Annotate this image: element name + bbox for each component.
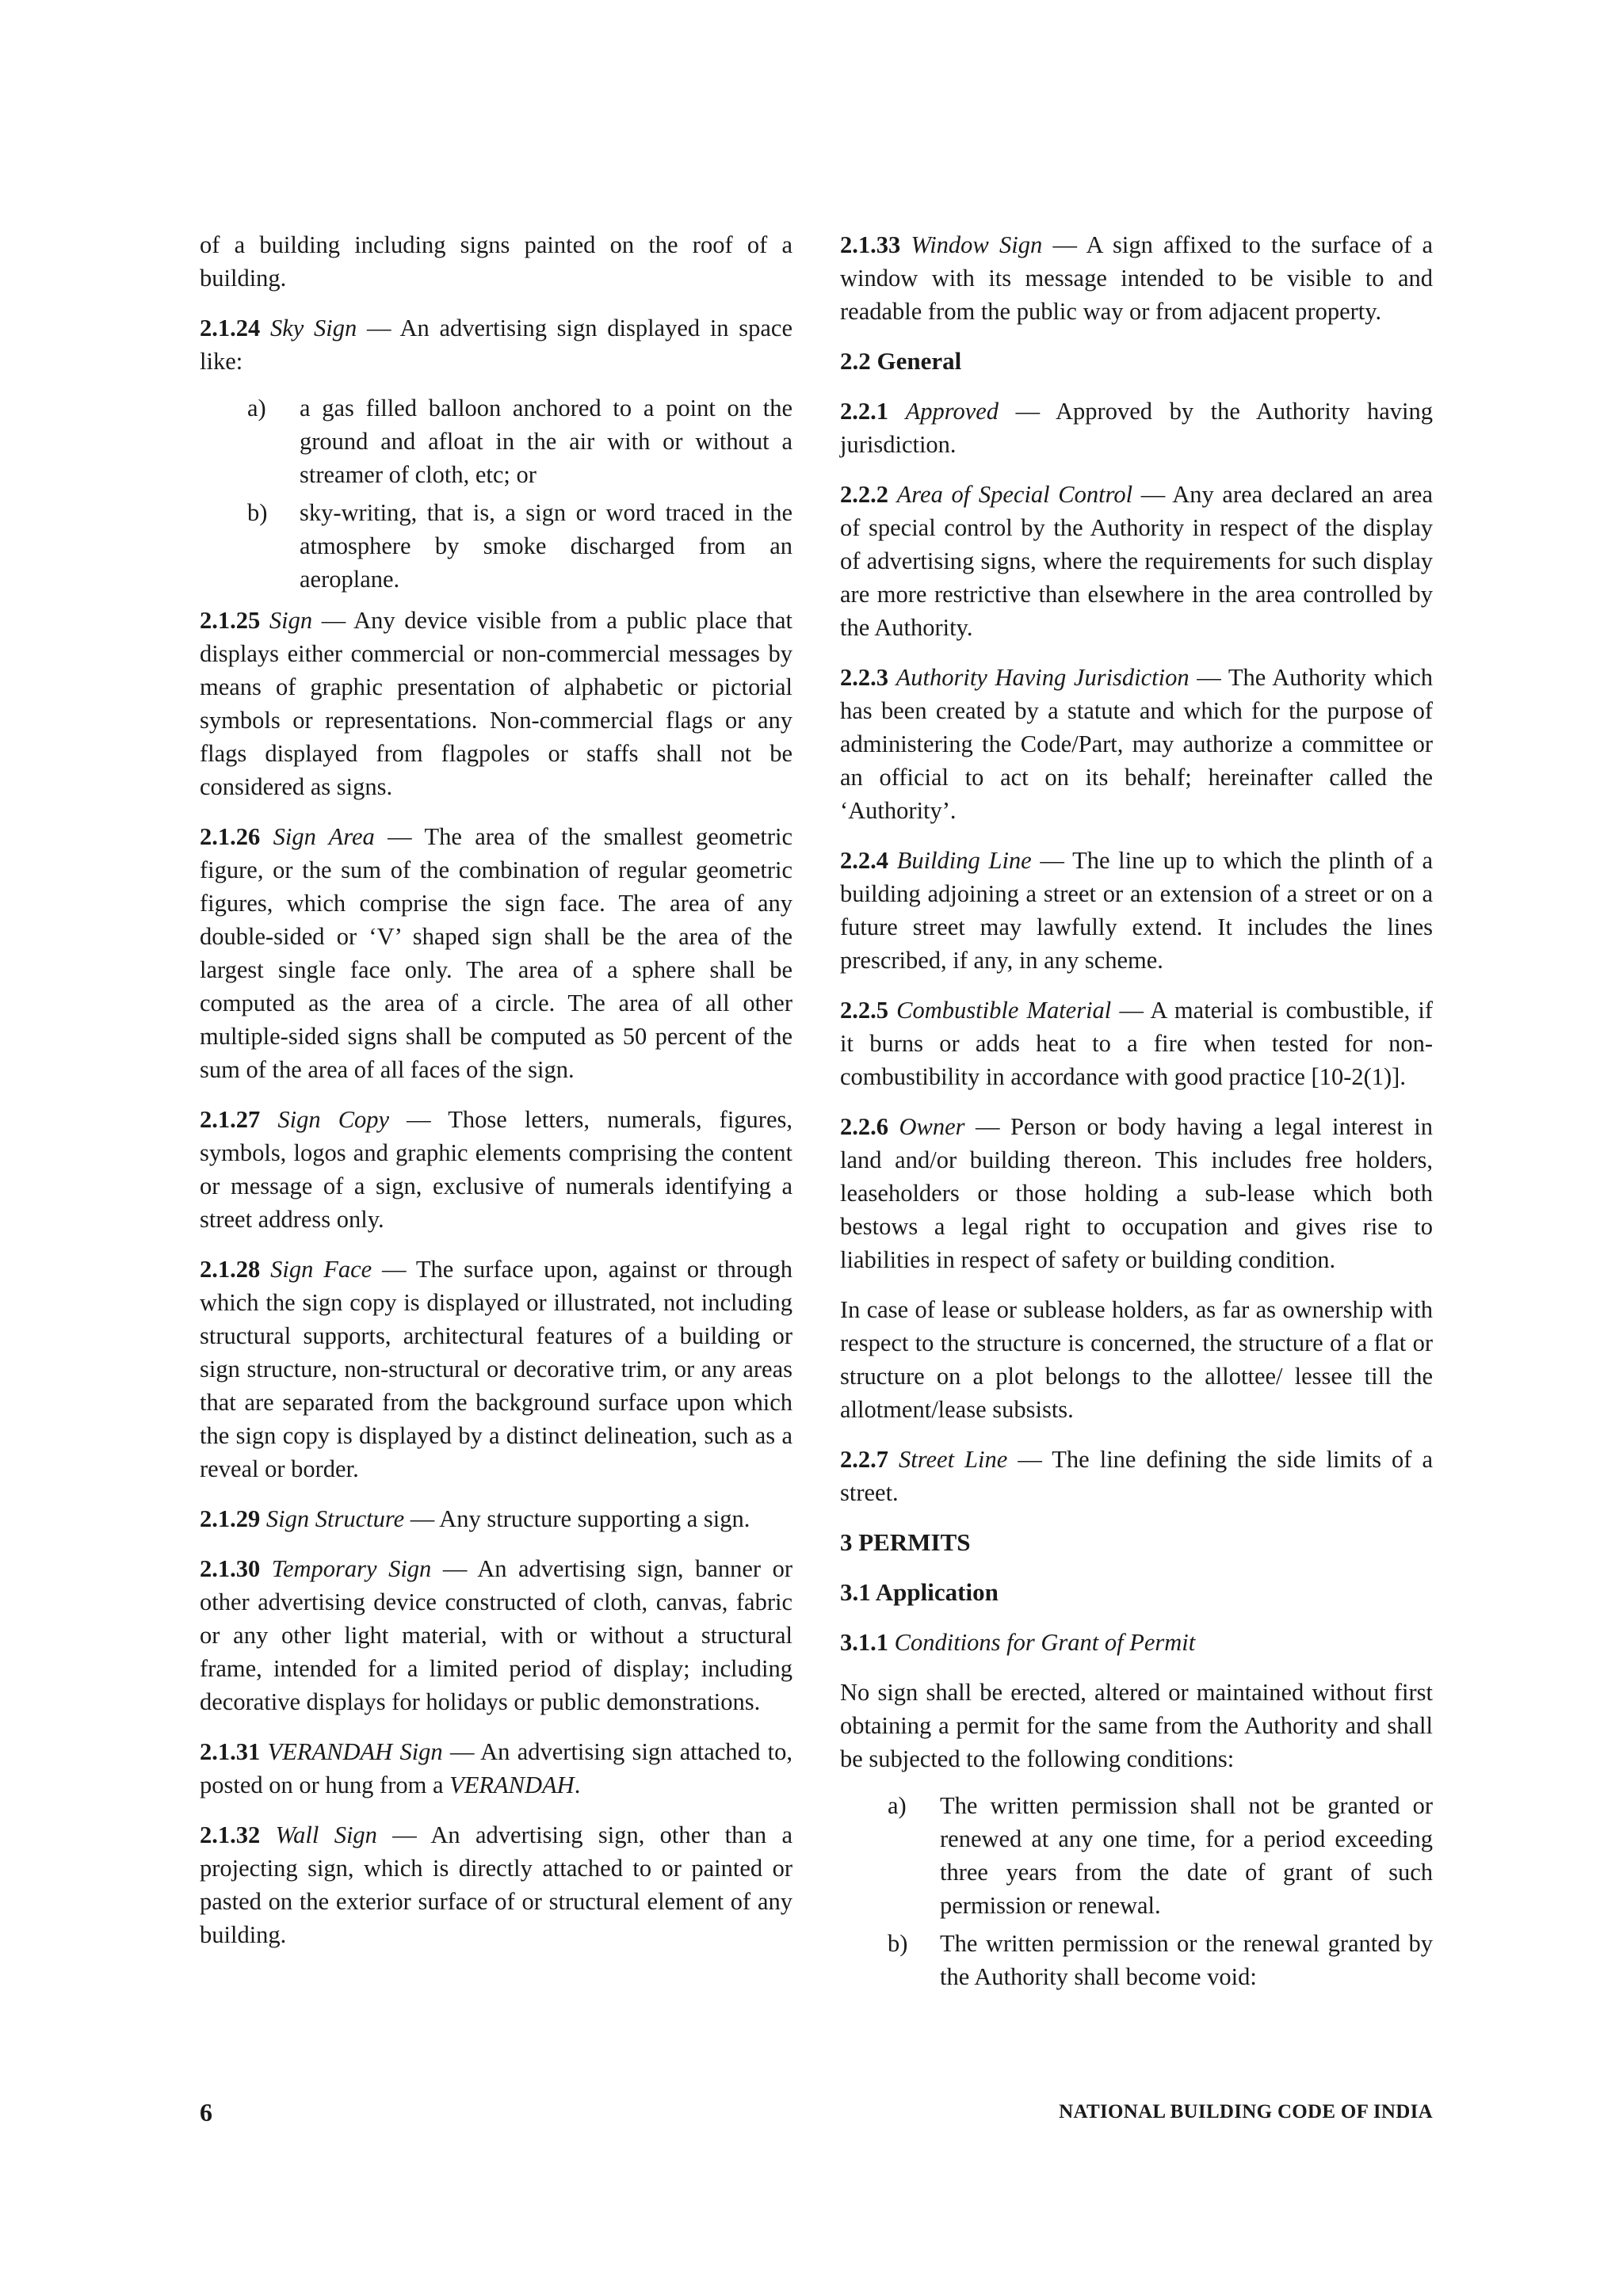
running-footer-title: NATIONAL BUILDING CODE OF INDIA [1059,2101,1433,2122]
clause-text: — Any device visible from a public place that displays either commercial or non-commercial messages by means of graphic presentation of alphabetic or pictorial symbols or representations. Non-commercial flags or any flags displayed from flagpoles or staffs shall not be considered as signs. [200,607,793,800]
list-item-text: a gas filled balloon anchored to a point on the ground and afloat in the air with or without a streamer of cloth, etc; or [300,395,792,488]
clause-text: — Those letters, numerals, figures, symbols, logos and graphic elements comprising the content or message of a sign, exclusive of numerals identifying a street address only. [200,1106,792,1233]
clause-text: — The area of the smallest geometric figure, or the sum of the combination of regular geometric figures, which comprise the sign face. The area of any double-sided or ‘V’ shaped sign shall be the area of the largest single face only. The area of a sphere shall be computed as the area of a circle. The area of all other multiple-sided signs shall be computed as 50 percent of the sum of the area of all faces of the sign. [200,823,792,1083]
page-footer [200,2098,1433,2130]
section-heading-3-1: 3.1 Application [840,1578,999,1606]
clause-term: VERANDAH Sign [267,1738,443,1765]
clause-term: Sign Structure [265,1505,405,1532]
sky-sign-list [200,391,792,596]
section-heading-3: 3 PERMITS [840,1528,971,1556]
clause-text: — The line defining the side limits of a street. [840,1446,1434,1506]
list-item [840,1927,1433,1993]
clause-term: Window Sign [911,231,1043,258]
list-marker: a) [247,395,266,421]
clause-2-2-6 [840,1110,1433,1276]
left-column [200,228,792,1968]
clause-text: — Person or body having a legal interest in land and/or building thereon. This includes free holders, leaseholders or those holding a sub-lease which both bestows a legal right to occupation and gives rise to liabilities in respect of safety or building condition. [840,1113,1433,1273]
clause-number: 2.1.29 [200,1505,261,1532]
clause-term: Wall Sign [275,1821,377,1848]
list-marker: a) [888,1792,907,1819]
clause-number: 2.1.30 [200,1555,261,1582]
clause-number: 2.1.28 [200,1256,261,1283]
list-item [200,391,792,491]
clause-term: Building Line [896,847,1032,874]
clause-2-1-24 [200,311,792,378]
permit-conditions-paragraph: No sign shall be erected, altered or maintained without first obtaining a permit for the same from the Authority and shall be subjected to the following conditions: [840,1679,1433,1772]
clause-number: 3.1.1 [840,1629,888,1656]
clause-text: — An advertising sign displayed in space like: [200,315,792,375]
clause-term: Authority Having Jurisdiction [896,664,1190,691]
clause-number: 2.1.24 [200,315,261,341]
clause-2-1-26 [200,820,792,1086]
clause-number: 2.2.4 [840,847,888,874]
clause-number: 2.1.25 [200,607,261,634]
clause-number: 2.2.2 [840,481,888,508]
clause-2-2-2 [840,478,1433,644]
clause-text: — An advertising sign, banner or other advertising device constructed of cloth, canvas, fabric or any other light material, with or without a structural frame, intended for a limited period of display; including decorative displays for holidays or public demonstrations. [200,1555,792,1715]
clause-text: — A sign affixed to the surface of a window with its message intended to be visible to and readable from the public way or from adjacent property. [840,231,1434,325]
clause-2-1-33 [840,228,1433,328]
clause-term: Sign [269,607,313,634]
clause-number: 2.1.27 [200,1106,261,1133]
clause-2-2-3 [840,661,1433,827]
clause-number: 2.2.1 [840,398,888,425]
list-item [840,1789,1433,1922]
page-number: 6 [200,2098,212,2126]
list-item-text: The written permission or the renewal granted by the Authority shall become void: [940,1930,1433,1990]
clause-2-1-28 [200,1253,792,1486]
clause-number: 2.2.6 [840,1113,888,1140]
clause-2-2-1 [840,395,1433,461]
clause-text: — The surface upon, against or through which the sign copy is displayed or illustrated, not including structural supports, architectural features of a building or sign structure, non-structural or decorative trim, or any areas that are separated from the background surface upon which the sign copy is displayed by a distinct delineation, such as a reveal or border. [200,1256,793,1482]
clause-number: 2.1.31 [200,1738,261,1765]
clause-number: 2.1.33 [840,231,901,258]
clause-term: Owner [899,1113,965,1140]
clause-text: — A material is combustible, if it burns or adds heat to a fire when tested for non-combustibility in accordance with good practice [10-2(1)]. [840,997,1434,1090]
clause-term: Sign Area [273,823,375,850]
clause-number: 2.2.5 [840,997,888,1024]
clause-2-1-25 [200,604,792,803]
clause-number: 2.1.32 [200,1821,261,1848]
clause-text: — Any structure supporting a sign. [404,1505,750,1532]
section-heading-2-2: 2.2 General [840,347,962,375]
clause-term: Street Line [899,1446,1008,1473]
clause-text: — The Authority which has been created by a statute and which for the purpose of administering the Code/Part, may authorize a committee or an official to act on its behalf; hereinafter called the ‘Authority’. [840,664,1433,824]
clause-2-2-5 [840,994,1433,1093]
permit-conditions-list [840,1789,1433,1993]
clause-2-2-4 [840,844,1433,977]
clause-2-1-30 [200,1552,792,1718]
clause-text: — Approved by the Authority having jurisdiction. [840,398,1434,458]
list-marker: b) [247,499,268,526]
clause-term: Conditions for Grant of Permit [894,1629,1196,1656]
clause-text: — Any area declared an area of special control by the Authority in respect of the display of advertising signs, where the requirements for such display are more restrictive than elsewhere in the area controlled by the Authority. [840,481,1434,641]
clause-term: Sky Sign [269,315,357,341]
owner-lease-paragraph: In case of lease or sublease holders, as far as ownership with respect to the structure is concerned, the structure of a flat or structure on a plot belongs to the allottee/ lessee till the allotment/lease subsists. [840,1296,1433,1423]
clause-2-1-32 [200,1818,792,1951]
clause-number: 2.2.7 [840,1446,888,1473]
list-item-text: sky-writing, that is, a sign or word traced in the atmosphere by smoke discharged from an aeroplane. [300,499,792,593]
clause-2-1-27 [200,1103,792,1236]
clause-tail: . [574,1772,581,1798]
clause-term: Temporary Sign [271,1555,432,1582]
list-marker: b) [888,1930,908,1957]
clause-2-1-31 [200,1735,792,1802]
list-item [200,496,792,596]
clause-text: — The line up to which the plinth of a building adjoining a street or an extension of a street or on a future street may lawfully extend. It includes the lines prescribed, if any, in any scheme. [840,847,1434,974]
clause-number: 2.2.3 [840,664,888,691]
clause-2-2-7 [840,1443,1433,1509]
right-column [840,228,1433,2001]
list-item-text: The written permission shall not be granted or renewed at any one time, for a period exceeding three years from the date of grant of such permission or renewal. [940,1792,1433,1919]
clause-term: Approved [905,398,999,425]
continued-paragraph: of a building including signs painted on the roof of a building. [200,231,792,292]
clause-text: — An advertising sign attached to, posted on or hung from a [200,1738,792,1798]
clause-term: Sign Face [270,1256,372,1283]
clause-term: Sign Copy [277,1106,390,1133]
clause-number: 2.1.26 [200,823,261,850]
clause-2-1-29 [200,1502,792,1535]
clause-term: Area of Special Control [896,481,1133,508]
clause-term-inline: VERANDAH [449,1772,575,1798]
clause-term: Combustible Material [896,997,1112,1024]
clause-3-1-1 [840,1626,1433,1659]
clause-text: — An advertising sign, other than a projecting sign, which is directly attached to or painted or pasted on the exterior surface of or structural element of any building. [200,1821,792,1948]
